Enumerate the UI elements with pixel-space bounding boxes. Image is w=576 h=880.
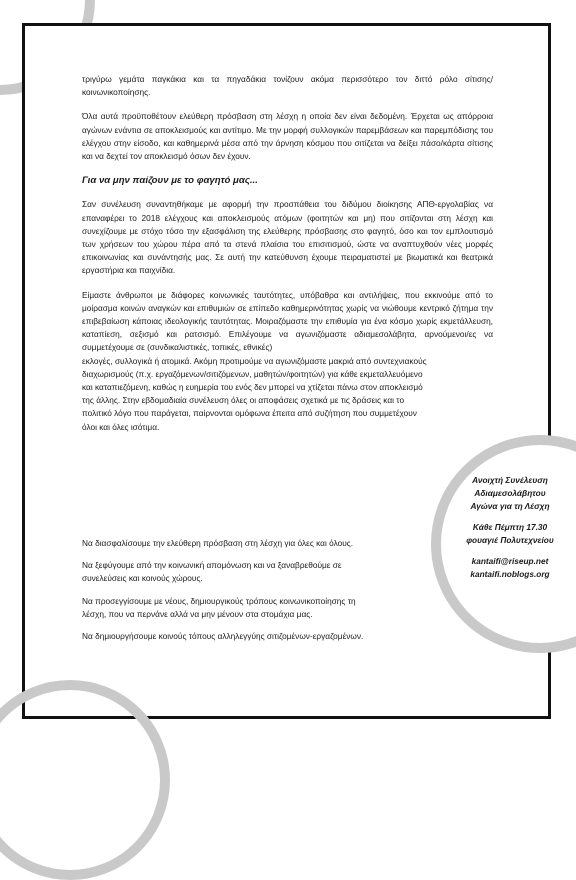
paragraph: τριγύρω γεμάτα παγκάκια και τα πηγαδάκια τονίζουν ακόμα περισσότερο τον διττό ρόλο σίτισης/κοινωνικοποίησης. [82,74,493,98]
assembly-title: Αγώνα για τη Λέσχη [470,501,550,511]
assembly-title: Αδιαμεσολάβητου [474,488,546,498]
paragraph: Όλα αυτά προϋποθέτουν ελεύθερη πρόσβαση στη λέσχη η οποία δεν είναι δεδομένη. Έρχεται ως απόρροια αγώνων ενάντια σε αποκλεισμούς και αντίτιμο. Με την μορφή συλλογικών παρεμβάσεων και παρεμπόδισης του ελέγχου στην είσοδο, και καθημερινά μέσα από την άρνηση κόσμου που σιτίζεται να δείξει πάσο/κάρτα σίτισης και να δεχτεί τον αποκλεισμό όσων δεν έχουν. [82,111,493,162]
section-heading: Για να μην παίζουν με το φαγητό μας... [82,175,258,187]
blog-link[interactable]: kantaifi.noblogs.org [470,569,550,579]
meeting-day: Κάθε Πέμπτη 17.30 [472,522,548,532]
call-item: Να προσεγγίσουμε με νέους, δημιουργικούς τρόπους κοινωνικοποίησης τη λέσχη, που να περνάνε αλλά να μην μένουν στα στομάχια μας. [82,595,356,619]
call-item: Να διασφαλίσουμε την ελεύθερη πρόσβαση στη λέσχη για όλες και όλους. [82,538,354,548]
call-item: Να δημιουργήσουμε κοινούς τόπους αλληλεγγύης σιτιζομένων-εργαζομένων. [82,631,364,642]
paragraph: Σαν συνέλευση συναντηθήκαμε με αφορμή την προσπάθεια του διδύμου διοίκησης ΑΠΘ-εργολαβίας να επαναφέρει το 2018 ελέγχους και αποκλεισμούς ατόμων (φοιτητών και μη) που σιτίζονται στη λέσχη και συνεχίζουμε με στόχο τόσο την εξασφάλιση της ελεύθερης πρόσβασης στο φαγητό, όσο και τον εμπλουτισμό των χρήσεων του χώρου πέρα από τα στενά πλαίσια του επισιτισμού, ώστε να αναπτυχθούν νέες μορφές επικοινωνίας και συνάντησής μας. Σε αυτή την κατεύθυνση έχουμε πειραματιστεί με βιωματικά και θεατρικά εργαστήρια και παιχνίδια. [82,199,493,276]
paragraph-continuation: εκλογές, συλλογικά ή ατομικά. Ακόμη προτιμούμε να αγωνιζόμαστε μακριά από συντεχνιακούς διαχωρισμούς (π.χ. εργαζόμενων/σιτιζόμενων, μαθητών/φοιτητών) για κάθε εκμεταλλευόμενο και καταπιεζόμενη, καθώς η ευημερία του ενός δεν μπορεί να χτίζεται πάνω στον αποκλεισμό της άλλης. Στην εβδομαδιαία συνέλευση όλες οι αποφάσεις σχετικά με τις δράσεις και το πολιτικό λόγο που παράγεται, παίρνονται ομόφωνα έπειτα από συζήτηση που συμμετέχουν όλοι και όλες ισότιμα. [82,355,427,432]
main-text [82,73,493,445]
contact-email[interactable]: kantaifi@riseup.net [471,556,549,566]
assembly-title: Ανοιχτή Συνέλευση [472,475,548,485]
assembly-info [455,474,565,581]
meeting-place: φουαγιέ Πολυτεχνείου [466,535,554,545]
call-list [82,537,432,652]
paragraph: Είμαστε άνθρωποι με διάφορες κοινωνικές ταυτότητες, υπόβαθρα και αντιλήψεις, που εκκινούμε από το μοίρασμα κοινών αναγκών και επιθυμιών σε επίπεδο καθημερινότητας χωρίς να νιώθουμε κεντρικό ζήτημα την επιβεβαίωση κάποιας ιδεολογικής ταυτότητας. Μοιραζόμαστε την επιθυμία για ένα κόσμο χωρίς εκμετάλλευση, καταπίεση, σεξισμό και ρατσισμό. Επιλέγουμε να αγωνιζόμαστε αδιαμεσολάβητα, αρνούμενοι/ες να συμμετέχουμε σε (συνδικαλιστικές, τοπικές, εθνικές) [82,289,493,353]
call-item: Να ξεφύγουμε από την κοινωνική απομόνωση και να ξαναβρεθούμε σε συνελεύσεις και κοινούς χώρους. [82,560,342,584]
